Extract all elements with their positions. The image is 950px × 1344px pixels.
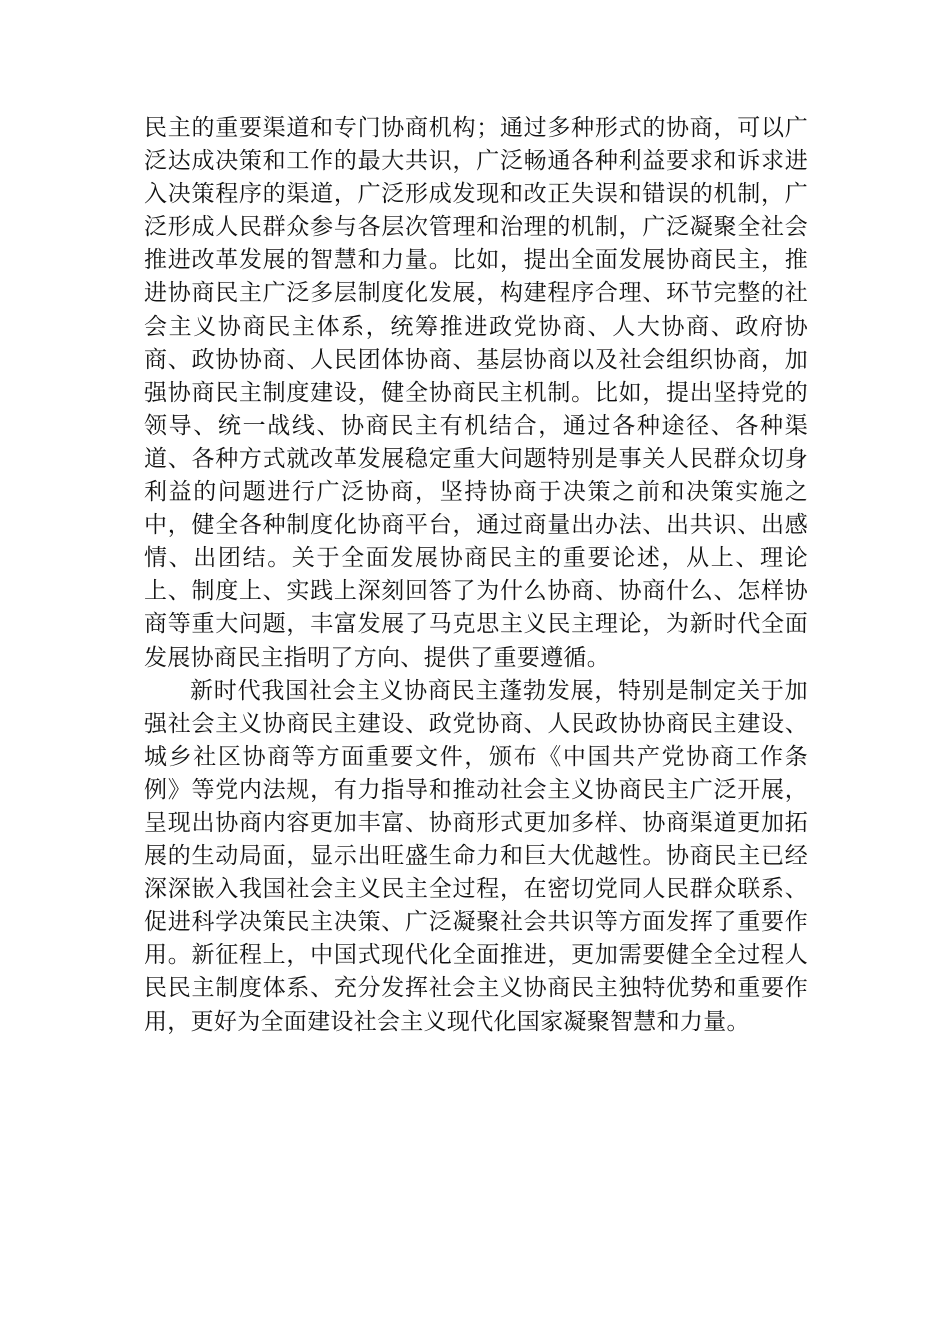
paragraph-new-era: 新时代我国社会主义协商民主蓬勃发展，特别是制定关于加强社会主义协商民主建设、政党协商、人民政协协商民主建设、城乡社区协商等方面重要文件，颁布《中国共产党协商工作条例》等党内法规，有力指导和推动社会主义协商民主广泛开展，呈现出协商内容更加丰富、协商形式更加多样、协商渠道更加拓展的生动局面，显示出旺盛生命力和巨大优越性。协商民主已经深深嵌入我国社会主义民主全过程，在密切党同人民群众联系、促进科学决策民主决策、广泛凝聚社会共识等方面发挥了重要作用。新征程上，中国式现代化全面推进，更加需要健全全过程人民民主制度体系、充分发挥社会主义协商民主独特优势和重要作用，更好为全面建设社会主义现代化国家凝聚智慧和力量。 — [144, 677, 808, 1035]
document-page — [144, 112, 808, 1039]
paragraph-continuation: 民主的重要渠道和专门协商机构；通过多种形式的协商，可以广泛达成决策和工作的最大共识，广泛畅通各种利益要求和诉求进入决策程序的渠道，广泛形成发现和改正失误和错误的机制，广泛形成人民群众参与各层次管理和治理的机制，广泛凝聚全社会推进改革发展的智慧和力量。比如，提出全面发展协商民主，推进协商民主广泛多层制度化发展，构建程序合理、环节完整的社会主义协商民主体系，统筹推进政党协商、人大协商、政府协商、政协协商、人民团体协商、基层协商以及社会组织协商，加强协商民主制度建设，健全协商民主机制。比如，提出坚持党的领导、统一战线、协商民主有机结合，通过各种途径、各种渠道、各种方式就改革发展稳定重大问题特别是事关人民群众切身利益的问题进行广泛协商，坚持协商于决策之前和决策实施之中，健全各种制度化协商平台，通过商量出办法、出共识、出感情、出团结。关于全面发展协商民主的重要论述，从上、理论上、制度上、实践上深刻回答了为什么协商、协商什么、怎样协商等重大问题，丰富发展了马克思主义民主理论，为新时代全面发展协商民主指明了方向、提供了重要遵循。 — [144, 115, 808, 671]
